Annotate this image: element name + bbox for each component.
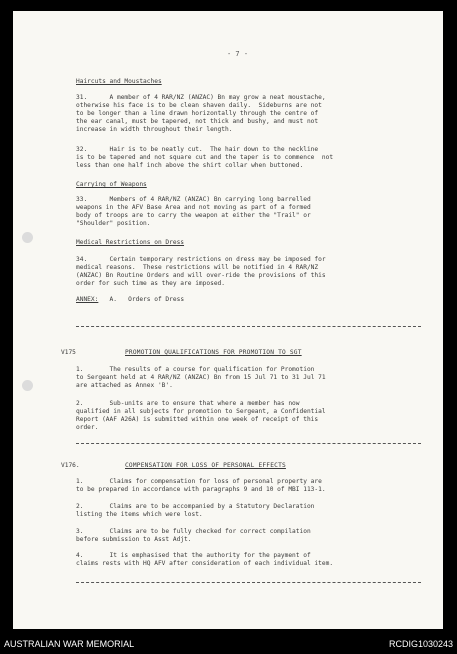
section-divider [76,443,421,444]
paragraph-v176-2: 2. Claims are to be accompanied by a Statutory Declaration listing the items which were lost. [76,503,315,518]
paragraph-v175-2: 2. Sub-units are to ensure that where a member has now qualified in all subjects for promotion to Sergeant, a Confidential Report (AAF A26A) is submitted within one week of receipt of this order. [76,400,326,431]
punch-hole [22,380,33,391]
paragraph-33: 33. Members of 4 RAR/NZ (ANZAC) Bn carrying long barrelled weapons in the AFV Base Area and not moving as part of a formed body of troops are to carry the weapon at either the "Trail" or "Shoulder" position. [76,196,311,227]
heading-carrying-weapons: Carrying of Weapons [76,181,147,188]
section-divider [76,582,421,583]
annex-label: ANNEX: [76,296,99,303]
annex-text: A. Orders of Dress [98,296,185,303]
heading-haircuts: Haircuts and Moustaches [76,78,162,85]
paragraph-31: 31. A member of 4 RAR/NZ (ANZAC) Bn may grow a neat moustache, otherwise his face is to be clean shaven daily. Sideburns are not to be longer than a line drawn horizontally through the centre of the ear canal, must be tapered, not thick and bushy, and must not increase in width throughout their length. [76,94,326,133]
punch-hole [22,232,33,243]
paragraph-v175-1: 1. The results of a course for qualification for Promotion to Sergeant held at 4 RAR/NZ (ANZAC) Bn from 15 Jul 71 to 31 Jul 71 are attached as Annex 'B'. [76,366,326,389]
paragraph-v176-1: 1. Claims for compensation for loss of personal property are to be prepared in accordance with paragraphs 9 and 10 of MBI 113-1. [76,478,326,493]
paragraph-v176-4: 4. It is emphasised that the authority for the payment of claims rests with HQ AFV after consideration of each individual item. [76,552,334,567]
page-number: - 7 - [227,50,249,58]
section-divider [76,326,421,327]
heading-medical-restrictions: Medical Restrictions on Dress [76,239,185,246]
order-number-v176: V176. [61,462,80,469]
paragraph-34: 34. Certain temporary restrictions on dress may be imposed for medical reasons. These restrictions will be notified in 4 RAR/NZ (ANZAC) Bn Routine Orders and will over-ride the provisions of this order for such time as they are imposed. [76,256,326,287]
paragraph-32: 32. Hair is to be neatly cut. The hair down to the neckline is to be tapered and not square cut and the taper is to commence not less than one half inch above the shirt collar when buttoned. [76,146,334,169]
footer-archive-name: AUSTRALIAN WAR MEMORIAL [4,639,135,649]
paragraph-v176-3: 3. Claims are to be fully checked for correct compilation before submission to Asst Adjt. [76,528,311,543]
footer-reference-id: RCDIG1030243 [388,639,453,649]
heading-compensation: COMPENSATION FOR LOSS OF PERSONAL EFFECTS [125,462,286,469]
annex-line [76,296,184,304]
order-number-v175: V175 [61,349,76,356]
heading-promotion: PROMOTION QUALIFICATIONS FOR PROMOTION TO SGT [125,349,302,356]
